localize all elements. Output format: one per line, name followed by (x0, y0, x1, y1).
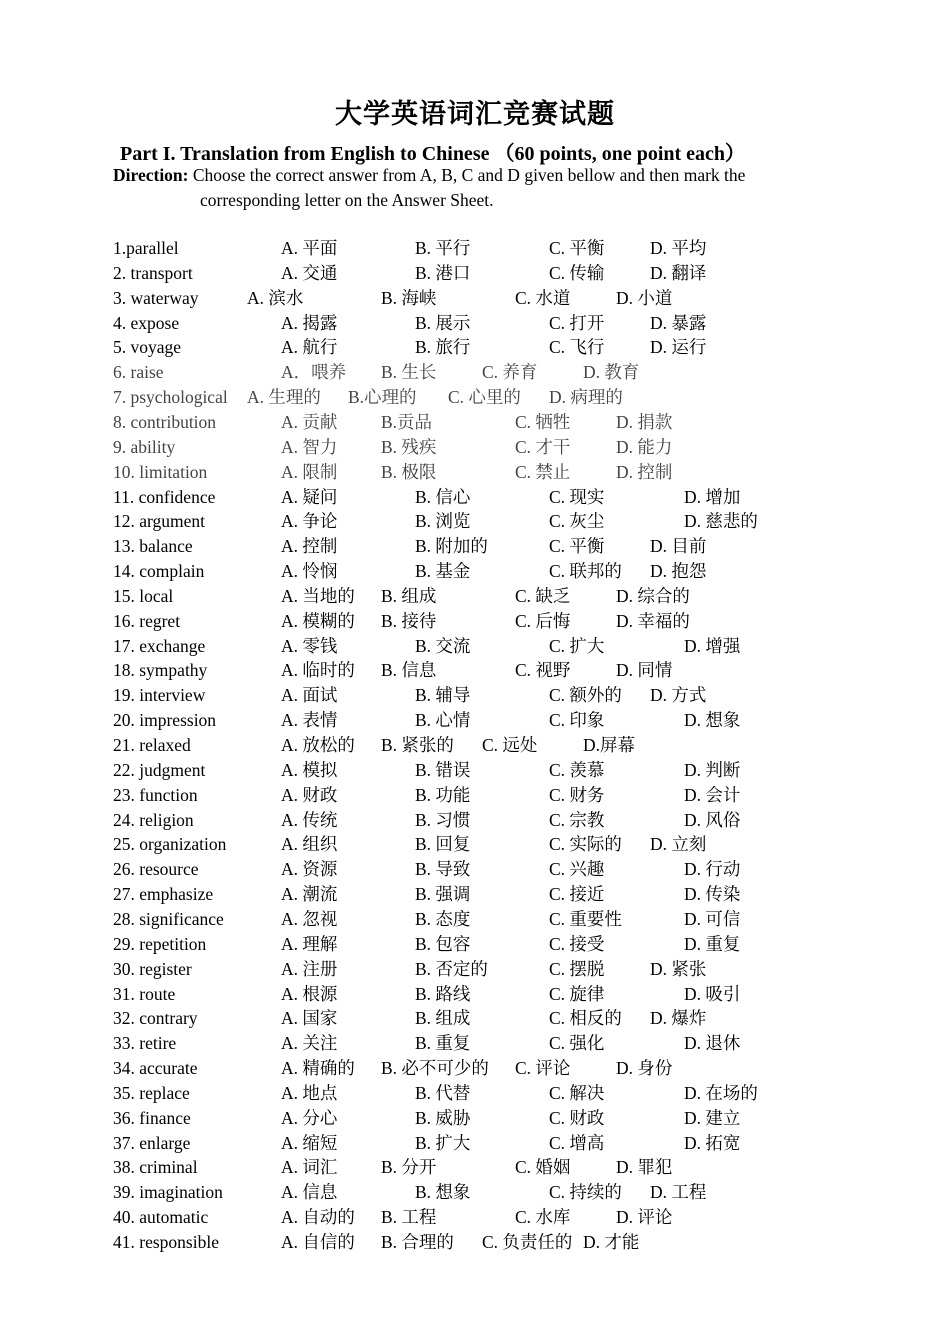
question-row (113, 634, 833, 659)
option-b: B. 生长 (381, 362, 437, 383)
question-row (113, 286, 833, 311)
option-b: B. 错误 (415, 759, 471, 780)
option-b: B. 旅行 (415, 337, 471, 358)
question-word: 21. relaxed (113, 735, 191, 755)
option-b: B. 扩大 (415, 1132, 471, 1153)
question-word: 4. expose (113, 312, 180, 333)
option-d: D. 才能 (583, 1232, 640, 1252)
question-word: 24. religion (113, 809, 194, 830)
option-c: C. 兴趣 (549, 859, 605, 880)
option-c: C. 实际的 (549, 834, 622, 855)
question-word: 38. criminal (113, 1157, 198, 1178)
option-b: B. 平行 (415, 238, 471, 258)
option-c: C. 养育 (482, 362, 538, 383)
option-a: A. 当地的 (281, 585, 355, 606)
option-b: B. 展示 (415, 312, 471, 333)
option-c: C. 水库 (515, 1207, 571, 1228)
question-row (113, 783, 833, 808)
option-d: D. 工程 (650, 1182, 707, 1203)
question-row (113, 932, 833, 957)
question-word: 25. organization (113, 834, 227, 855)
option-c: C. 传输 (549, 262, 605, 283)
direction-text-line1: Choose the correct answer from A, B, C and D given bellow and then mark the (188, 165, 746, 185)
option-c: C. 现实 (549, 486, 605, 507)
option-c: C. 宗教 (549, 809, 605, 830)
option-b: B. 极限 (381, 461, 437, 482)
option-d: D. 传染 (684, 884, 741, 905)
option-c: C. 评论 (515, 1058, 571, 1079)
option-c: C. 飞行 (549, 337, 605, 358)
option-b: B. 交流 (415, 635, 471, 656)
question-row (113, 460, 833, 485)
option-d: D. 建立 (684, 1107, 741, 1128)
option-c: C. 灰尘 (549, 511, 605, 532)
option-c: C. 增高 (549, 1132, 605, 1153)
question-row (113, 410, 833, 435)
option-c: C. 缺乏 (515, 585, 571, 606)
option-b: B. 基金 (415, 561, 471, 582)
question-word: 14. complain (113, 561, 205, 582)
option-a: A. 关注 (281, 1033, 338, 1054)
direction-text-line2: corresponding letter on the Answer Sheet. (200, 190, 494, 210)
option-b: B. 导致 (415, 859, 471, 880)
question-row (113, 534, 833, 559)
option-c: C. 额外的 (549, 685, 622, 706)
question-row (113, 1230, 833, 1255)
option-a: A. 分心 (281, 1107, 338, 1128)
option-a: A. 缩短 (281, 1132, 338, 1153)
option-b: B. 信心 (415, 486, 471, 507)
question-word: 30. register (113, 958, 192, 979)
option-d: D. 慈悲的 (684, 511, 758, 532)
option-a: A. 地点 (281, 1082, 338, 1103)
option-b: B. 信息 (381, 660, 437, 681)
question-word: 9. ability (113, 436, 176, 457)
question-word: 35. replace (113, 1082, 190, 1103)
option-b: B. 心情 (415, 710, 471, 731)
question-row (113, 1081, 833, 1106)
option-d: D. 综合的 (616, 585, 690, 606)
question-row (113, 658, 833, 683)
option-a: A. 自动的 (281, 1207, 355, 1228)
option-d: D. 拓宽 (684, 1132, 741, 1153)
option-d: D. 身份 (616, 1058, 673, 1079)
option-b: B. 路线 (415, 983, 471, 1004)
option-b: B. 组成 (381, 585, 437, 606)
option-a: A. 表情 (281, 710, 338, 731)
question-word: 18. sympathy (113, 660, 208, 681)
question-row (113, 1131, 833, 1156)
option-c: C. 接受 (549, 933, 605, 954)
option-c: C. 旋律 (549, 983, 605, 1004)
question-word: 7. psychological (113, 387, 228, 408)
question-row (113, 435, 833, 460)
option-a: A. 精确的 (281, 1058, 355, 1079)
option-a: A. 临时的 (281, 660, 355, 681)
question-row (113, 1106, 833, 1131)
option-d: D. 方式 (650, 685, 707, 706)
option-c: C. 羡慕 (549, 759, 605, 780)
page-title: 大学英语词汇竞赛试题 (335, 99, 615, 129)
option-c: C. 牺牲 (515, 411, 571, 432)
question-row (113, 385, 833, 410)
question-row (113, 733, 833, 758)
question-row (113, 509, 833, 534)
question-row (113, 683, 833, 708)
option-c: C. 联邦的 (549, 561, 622, 582)
option-a: A. 控制 (281, 536, 338, 557)
option-d: D. 爆炸 (650, 1008, 707, 1029)
option-c: C. 水道 (515, 287, 571, 308)
part-heading: Part I. Translation from English to Chinese （60 points, one point each） (120, 143, 746, 165)
option-b: B. 习惯 (415, 809, 471, 830)
question-row (113, 708, 833, 733)
option-d: D. 紧张 (650, 958, 707, 979)
option-b: B. 包容 (415, 933, 471, 954)
option-a: A. 理解 (281, 933, 338, 954)
question-row (113, 1056, 833, 1081)
option-d: D. 教育 (583, 362, 640, 383)
option-d: D.屏幕 (583, 735, 636, 755)
option-d: D. 吸引 (684, 983, 741, 1004)
option-c: C. 打开 (549, 312, 605, 333)
option-a: A. 信息 (281, 1182, 338, 1203)
option-a: A. 国家 (281, 1008, 338, 1029)
option-a: A. 怜悯 (281, 561, 338, 582)
option-b: B. 海峡 (381, 287, 437, 308)
option-c: C. 持续的 (549, 1182, 622, 1203)
question-word: 13. balance (113, 536, 193, 557)
question-word: 15. local (113, 585, 174, 606)
option-d: D. 在场的 (684, 1082, 758, 1103)
option-b: B.贡品 (381, 411, 433, 432)
option-a: A. 生理的 (247, 387, 321, 408)
option-a: A. 滨水 (247, 287, 304, 308)
option-d: D. 小道 (616, 287, 673, 308)
option-c: C. 心里的 (448, 387, 521, 408)
question-row (113, 335, 833, 360)
option-d: D. 幸福的 (616, 610, 690, 631)
question-row (113, 907, 833, 932)
option-b: B. 态度 (415, 908, 471, 929)
question-row (113, 1205, 833, 1230)
option-a: A. 忽视 (281, 908, 338, 929)
option-c: C. 解决 (549, 1082, 605, 1103)
question-row (113, 485, 833, 510)
option-d: D. 风俗 (684, 809, 741, 830)
option-a: A. 面试 (281, 685, 338, 706)
question-word: 10. limitation (113, 461, 208, 482)
option-d: D. 平均 (650, 238, 707, 258)
option-d: D. 抱怨 (650, 561, 707, 582)
option-c: C. 相反的 (549, 1008, 622, 1029)
question-word: 2. transport (113, 262, 193, 283)
option-a: A. 零钱 (281, 635, 338, 656)
option-d: D. 增加 (684, 486, 741, 507)
option-a: A. 平面 (281, 238, 338, 258)
option-a: A. 财政 (281, 784, 338, 805)
option-c: C. 平衡 (549, 536, 605, 557)
option-a: A．喂养 (281, 362, 347, 383)
question-row (113, 758, 833, 783)
option-d: D. 控制 (616, 461, 673, 482)
option-c: C. 后悔 (515, 610, 571, 631)
option-c: C. 远处 (482, 735, 538, 755)
option-b: B. 合理的 (381, 1232, 454, 1252)
option-b: B. 港口 (415, 262, 471, 283)
question-word: 40. automatic (113, 1207, 209, 1228)
option-c: C. 财政 (549, 1107, 605, 1128)
question-word: 37. enlarge (113, 1132, 191, 1153)
question-word: 17. exchange (113, 635, 206, 656)
option-c: C. 印象 (549, 710, 605, 731)
option-b: B. 必不可少的 (381, 1058, 489, 1079)
option-a: A. 航行 (281, 337, 338, 358)
option-d: D. 立刻 (650, 834, 707, 855)
option-c: C. 强化 (549, 1033, 605, 1054)
option-a: A. 词汇 (281, 1157, 338, 1178)
question-word: 31. route (113, 983, 176, 1004)
option-c: C. 禁止 (515, 461, 571, 482)
question-word: 8. contribution (113, 411, 217, 432)
option-d: D. 同情 (616, 660, 673, 681)
question-word: 6. raise (113, 362, 164, 383)
question-row (113, 559, 833, 584)
option-b: B. 想象 (415, 1182, 471, 1203)
option-b: B. 辅导 (415, 685, 471, 706)
option-a: A. 自信的 (281, 1232, 355, 1252)
question-row (113, 609, 833, 634)
option-d: D. 行动 (684, 859, 741, 880)
option-c: C. 扩大 (549, 635, 605, 656)
question-row (113, 236, 833, 261)
option-b: B. 组成 (415, 1008, 471, 1029)
option-a: A. 模糊的 (281, 610, 355, 631)
option-d: D. 病理的 (549, 387, 623, 408)
question-word: 22. judgment (113, 759, 206, 780)
direction-block (113, 163, 813, 213)
question-word: 20. impression (113, 710, 217, 731)
option-c: C. 视野 (515, 660, 571, 681)
option-b: B. 回复 (415, 834, 471, 855)
option-b: B. 分开 (381, 1157, 437, 1178)
question-row (113, 1180, 833, 1205)
option-a: A. 智力 (281, 436, 338, 457)
question-word: 19. interview (113, 685, 206, 706)
option-c: C. 重要性 (549, 908, 622, 929)
question-word: 5. voyage (113, 337, 182, 358)
option-d: D. 运行 (650, 337, 707, 358)
option-b: B. 接待 (381, 610, 437, 631)
option-d: D. 捐款 (616, 411, 673, 432)
option-a: A. 组织 (281, 834, 338, 855)
question-word: 27. emphasize (113, 884, 214, 905)
option-a: A. 传统 (281, 809, 338, 830)
question-word: 12. argument (113, 511, 206, 532)
direction-label: Direction: (113, 165, 189, 185)
option-a: A. 资源 (281, 859, 338, 880)
option-b: B. 附加的 (415, 536, 488, 557)
question-row (113, 1155, 833, 1180)
option-d: D. 能力 (616, 436, 673, 457)
question-row (113, 832, 833, 857)
option-a: A. 潮流 (281, 884, 338, 905)
option-d: D. 可信 (684, 908, 741, 929)
question-word: 26. resource (113, 859, 199, 880)
option-a: A. 揭露 (281, 312, 338, 333)
question-word: 36. finance (113, 1107, 191, 1128)
option-d: D. 暴露 (650, 312, 707, 333)
question-word: 33. retire (113, 1033, 177, 1054)
question-row (113, 261, 833, 286)
question-row (113, 584, 833, 609)
question-word: 41. responsible (113, 1232, 219, 1252)
option-d: D. 目前 (650, 536, 707, 557)
option-b: B. 威胁 (415, 1107, 471, 1128)
question-word: 28. significance (113, 908, 224, 929)
question-word: 34. accurate (113, 1058, 198, 1079)
option-a: A. 贡献 (281, 411, 338, 432)
question-word: 23. function (113, 784, 198, 805)
option-b: B. 强调 (415, 884, 471, 905)
question-row (113, 1031, 833, 1056)
option-c: C. 平衡 (549, 238, 605, 258)
option-b: B. 浏览 (415, 511, 471, 532)
option-a: A. 交通 (281, 262, 338, 283)
option-b: B. 代替 (415, 1082, 471, 1103)
option-d: D. 罪犯 (616, 1157, 673, 1178)
question-row (113, 857, 833, 882)
question-row (113, 982, 833, 1007)
option-a: A. 模拟 (281, 759, 338, 780)
option-c: C. 才干 (515, 436, 571, 457)
option-b: B. 紧张的 (381, 735, 454, 755)
option-d: D. 想象 (684, 710, 741, 731)
option-d: D. 退休 (684, 1033, 741, 1054)
option-b: B.心理的 (348, 387, 417, 408)
option-c: C. 财务 (549, 784, 605, 805)
question-row (113, 808, 833, 833)
question-word: 11. confidence (113, 486, 216, 507)
question-row (113, 882, 833, 907)
option-a: A. 限制 (281, 461, 338, 482)
option-d: D. 判断 (684, 759, 741, 780)
question-row (113, 957, 833, 982)
question-word: 32. contrary (113, 1008, 198, 1029)
option-d: D. 会计 (684, 784, 741, 805)
question-word: 1.parallel (113, 238, 179, 258)
question-word: 39. imagination (113, 1182, 223, 1203)
question-word: 16. regret (113, 610, 181, 631)
option-b: B. 重复 (415, 1033, 471, 1054)
question-word: 29. repetition (113, 933, 207, 954)
option-d: D. 增强 (684, 635, 741, 656)
option-b: B. 工程 (381, 1207, 437, 1228)
option-a: A. 争论 (281, 511, 338, 532)
option-a: A. 注册 (281, 958, 338, 979)
option-a: A. 根源 (281, 983, 338, 1004)
option-b: B. 残疾 (381, 436, 437, 457)
option-c: C. 婚姻 (515, 1157, 571, 1178)
option-a: A. 放松的 (281, 735, 355, 755)
option-b: B. 否定的 (415, 958, 488, 979)
option-d: D. 评论 (616, 1207, 673, 1228)
option-c: C. 摆脱 (549, 958, 605, 979)
option-c: C. 负责任的 (482, 1232, 573, 1252)
question-word: 3. waterway (113, 287, 199, 308)
option-d: D. 翻译 (650, 262, 707, 283)
question-row (113, 360, 833, 385)
option-d: D. 重复 (684, 933, 741, 954)
option-b: B. 功能 (415, 784, 471, 805)
option-a: A. 疑问 (281, 486, 338, 507)
question-row (113, 311, 833, 336)
option-c: C. 接近 (549, 884, 605, 905)
question-row (113, 1006, 833, 1031)
